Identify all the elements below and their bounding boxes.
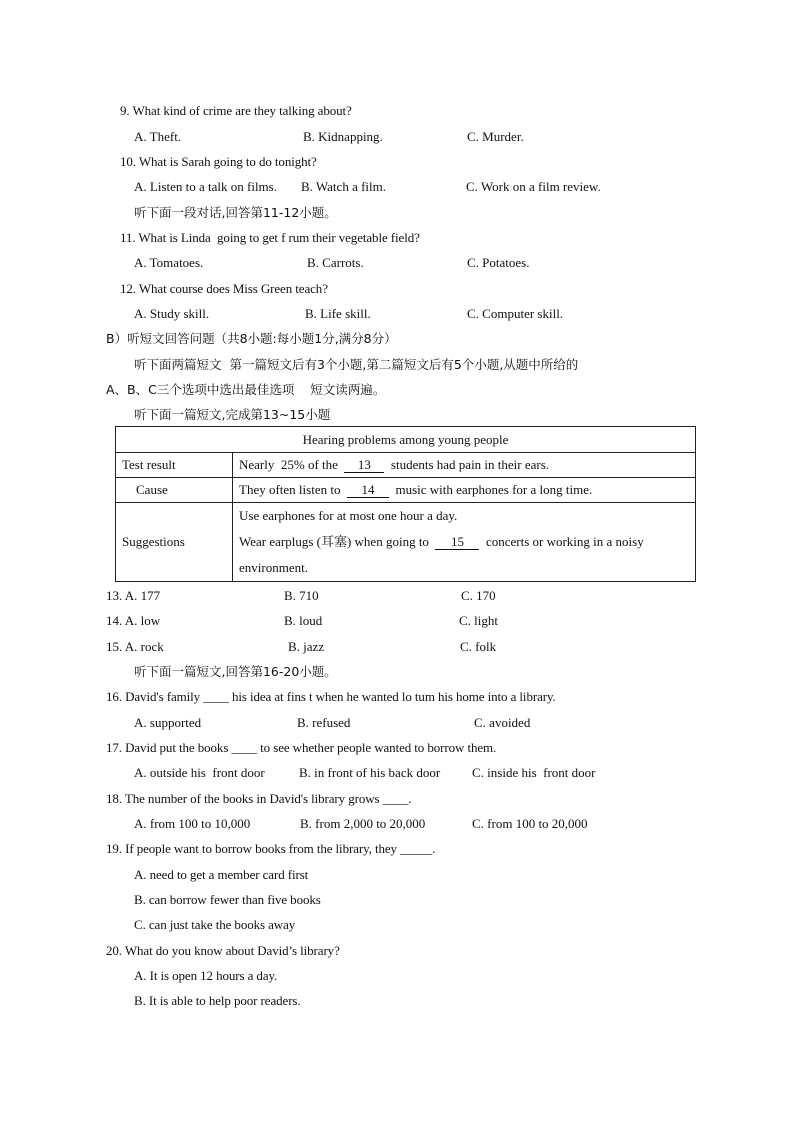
q14-option-b: B. loud (284, 613, 323, 628)
q16-option-b: B. refused (297, 715, 351, 730)
q20-option-b: B. It is able to help poor readers. (134, 993, 301, 1008)
question-17: 17. David put the books ____ to see whether people wanted to borrow them. (106, 740, 497, 755)
question-16: 16. David's family ____ his idea at fins t when he wanted lo tum his home into a library. (106, 689, 556, 704)
label-suggestions: Suggestions (116, 503, 233, 582)
cell-test-result (233, 453, 696, 478)
question-19: 19. If people want to borrow books from the library, they _____. (106, 841, 436, 856)
q11-option-a: A. Tomatoes. (134, 255, 204, 270)
q19-option-a: A. need to get a member card first (134, 867, 309, 882)
text-fragment: concerts or working in a noisy (479, 534, 644, 549)
q17-option-b: B. in front of his back door (299, 765, 441, 780)
q12-option-b: B. Life skill. (305, 306, 371, 321)
q11-option-b: B. Carrots. (307, 255, 364, 270)
q12-option-a: A. Study skill. (134, 306, 210, 321)
question-9: 9. What kind of crime are they talking about? (120, 103, 352, 118)
hearing-problems-table (115, 426, 696, 582)
q16-option-c: C. avoided (474, 715, 531, 730)
q19-option-c: C. can just take the books away (134, 917, 296, 932)
q10-option-b: B. Watch a film. (301, 179, 387, 194)
q12-option-c: C. Computer skill. (467, 306, 564, 321)
q15-option-a: 15. A. rock (106, 639, 164, 654)
question-11: 11. What is Linda going to get f rum their vegetable field? (120, 230, 420, 245)
text-fragment: students had pain in their ears. (384, 457, 550, 472)
q9-option-a: A. Theft. (134, 129, 182, 144)
blank-14: 14 (347, 483, 389, 498)
instruction-16-20: 听下面一篇短文,回答第16-20小题。 (134, 664, 337, 679)
cell-cause (233, 478, 696, 503)
text-fragment: Wear earplugs (耳塞) when going to (239, 534, 436, 549)
q13-option-a: 13. A. 177 (106, 588, 161, 603)
instruction-13-15: 听下面一篇短文,完成第13~15小题 (134, 407, 331, 422)
text-fragment: music with earphones for a long time. (388, 482, 593, 497)
q15-option-b: B. jazz (288, 639, 325, 654)
q15-option-c: C. folk (460, 639, 497, 654)
suggestion-line-1: Use earphones for at most one hour a day. (239, 508, 458, 523)
q18-option-a: A. from 100 to 10,000 (134, 816, 251, 831)
label-cause: Cause (116, 478, 233, 503)
instruction-11-12: 听下面一段对话,回答第11-12小题。 (134, 205, 337, 220)
q20-option-a: A. It is open 12 hours a day. (134, 968, 278, 983)
q14-option-a: 14. A. low (106, 613, 161, 628)
q10-option-a: A. Listen to a talk on films. (134, 179, 277, 194)
cell-suggestions (233, 503, 696, 582)
text-fragment: They often listen to (239, 482, 347, 497)
q9-option-b: B. Kidnapping. (303, 129, 383, 144)
suggestion-line-3: environment. (239, 560, 308, 575)
q17-option-c: C. inside his front door (472, 765, 596, 780)
q13-option-b: B. 710 (284, 588, 319, 603)
q9-option-c: C. Murder. (467, 129, 524, 144)
question-10: 10. What is Sarah going to do tonight? (120, 154, 317, 169)
q19-option-b: B. can borrow fewer than five books (134, 892, 321, 907)
blank-15: 15 (435, 535, 479, 550)
blank-13: 13 (344, 458, 384, 473)
section-b-intro-line-2: A、B、C三个选项中选出最佳选项 短文读两遍。 (106, 382, 386, 397)
q14-option-c: C. light (459, 613, 499, 628)
question-20: 20. What do you know about David’s library? (106, 943, 340, 958)
suggestion-line-2 (239, 529, 689, 555)
q10-option-c: C. Work on a film review. (466, 179, 601, 194)
q17-option-a: A. outside his front door (134, 765, 265, 780)
table-title: Hearing problems among young people (116, 427, 696, 453)
text-fragment: Nearly 25% of the (239, 457, 345, 472)
section-b-intro-line-1: 听下面两篇短文 第一篇短文后有3个小题,第二篇短文后有5个小题,从题中所给的 (134, 357, 579, 372)
q16-option-a: A. supported (134, 715, 202, 730)
question-18: 18. The number of the books in David's library grows ____. (106, 791, 412, 806)
q18-option-b: B. from 2,000 to 20,000 (300, 816, 426, 831)
q18-option-c: C. from 100 to 20,000 (472, 816, 588, 831)
q13-option-c: C. 170 (461, 588, 496, 603)
section-b-heading: B）听短文回答问题（共8小题:每小题1分,满分8分） (106, 331, 397, 346)
q11-option-c: C. Potatoes. (467, 255, 530, 270)
question-12: 12. What course does Miss Green teach? (120, 281, 328, 296)
label-test-result: Test result (116, 453, 233, 478)
